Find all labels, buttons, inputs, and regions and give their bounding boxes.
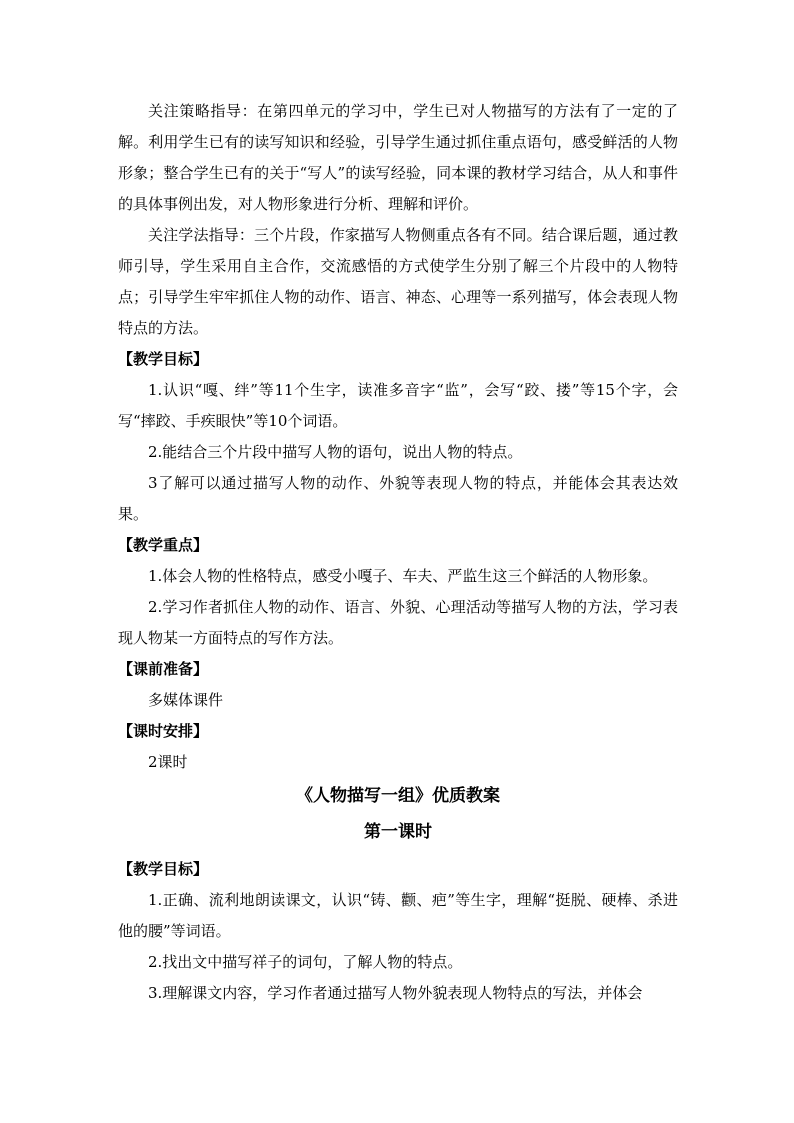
schedule-heading: 【课时安排】 (118, 722, 209, 740)
preparation-text: 多媒体课件 (148, 691, 224, 709)
teaching-goals-heading: 【教学目标】 (118, 350, 209, 368)
key-point-item: 1.体会人物的性格特点，感受小嘎子、车夫、严监生这三个鲜活的人物形象。 (148, 567, 658, 585)
teaching-goal-item: 2.能结合三个片段中描写人物的语句，说出人物的特点。 (148, 443, 523, 461)
lesson1-goals-heading: 【教学目标】 (118, 860, 209, 878)
method-paragraph: 关注学法指导：三个片段，作家描写人物侧重点各有不同。结合课后题，通过教师引导，学生采用自主合作，交流感悟的方式使学生分别了解三个片段中的人物特点；引导学生牢牢抓住人物的动作、语言、神态、心理等一系列描写，体会表现人物特点的方法。 (118, 226, 678, 337)
lesson1-goal-item: 3.理解课文内容，学习作者通过描写人物外貌表现人物特点的写法，并体会 (148, 984, 643, 1002)
preparation-heading: 【课前准备】 (118, 660, 209, 678)
schedule-text: 2课时 (148, 753, 188, 771)
key-point-item: 2.学习作者抓住人物的动作、语言、外貌、心理活动等描写人物的方法，学习表现人物某一方面特点的写作方法。 (118, 598, 678, 647)
document-body (118, 96, 678, 1009)
lesson1-goal-item: 1.正确、流利地朗读课文，认识“铸、颧、疤”等生字，理解“挺脱、硬棒、杀进他的腰”等词语。 (118, 891, 678, 940)
lesson-subtitle: 第一课时 (364, 822, 432, 842)
teaching-goal-item: 3了解可以通过描写人物的动作、外貌等表现人物的特点，并能体会其表达效果。 (118, 474, 678, 523)
key-points-heading: 【教学重点】 (118, 536, 209, 554)
teaching-goal-item: 1.认识“嘎、绊”等11个生字，读准多音字“监”，会写“跤、搂”等15个字，会写“摔跤、手疾眼快”等10个词语。 (118, 381, 678, 430)
lesson1-goal-item: 2.找出文中描写祥子的词句，了解人物的特点。 (148, 953, 463, 971)
lesson-plan-title: 《人物描写一组》优质教案 (296, 786, 500, 806)
strategy-paragraph: 关注策略指导：在第四单元的学习中，学生已对人物描写的方法有了一定的了解。利用学生已有的读写知识和经验，引导学生通过抓住重点语句，感受鲜活的人物形象；整合学生已有的关于“写人”的读写经验，同本课的教材学习结合，从人和事件的具体事例出发，对人物形象进行分析、理解和评价。 (118, 102, 678, 213)
